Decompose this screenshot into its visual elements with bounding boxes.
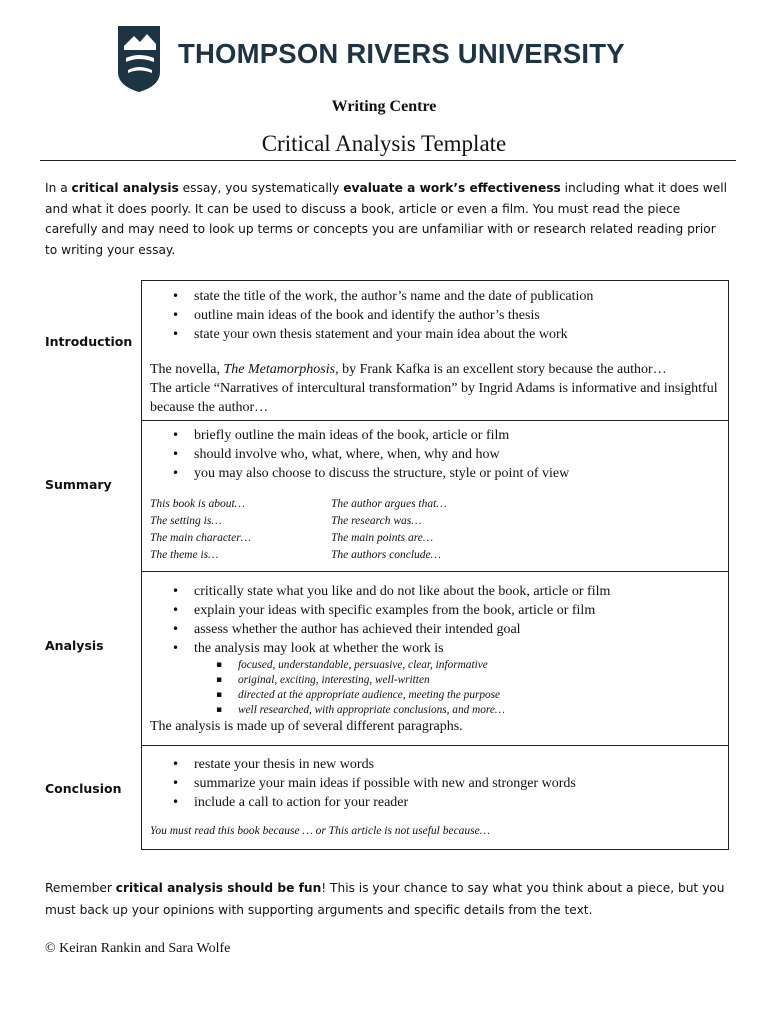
sub-list-item: ▪ focused, understandable, persuasive, clear, informative	[142, 658, 728, 673]
phrase: The authors conclude…	[331, 549, 441, 561]
introduction-example-2: The article “Narratives of intercultural transformation” by Ingrid Adams is informative and insightful because the author…	[150, 381, 718, 415]
list-item: • outline main ideas of the book and identify the author’s thesis	[142, 306, 728, 325]
phrase: The author argues that…	[331, 498, 447, 510]
list-item: • briefly outline the main ideas of the book, article or film	[142, 426, 728, 445]
phrase: This book is about…	[150, 498, 245, 510]
example-text: The novella,	[150, 362, 224, 377]
list-item: • include a call to action for your reader	[142, 793, 728, 812]
sub-list-item: ▪ well researched, with appropriate conclusions, and more…	[142, 703, 728, 718]
summary-bullets	[142, 426, 728, 483]
sub-list-item: ▪ original, exciting, interesting, well-written	[142, 673, 728, 688]
phrase: The research was…	[331, 515, 422, 527]
intro-bold-1: critical analysis	[71, 181, 179, 195]
phrase: The main points are…	[331, 532, 434, 544]
university-name: THOMPSON RIVERS UNIVERSITY	[178, 38, 625, 69]
row-label-conclusion: Conclusion	[45, 781, 122, 796]
title-divider	[40, 160, 736, 161]
sub-list-item: ▪ directed at the appropriate audience, meeting the purpose	[142, 688, 728, 703]
copyright: © Keiran Rankin and Sara Wolfe	[45, 941, 231, 956]
intro-bold-2: evaluate a work’s effectiveness	[343, 181, 561, 195]
phrases-right	[331, 496, 531, 564]
list-item: • state the title of the work, the author’s name and the date of publication	[142, 287, 728, 306]
analysis-note: The analysis is made up of several different paragraphs.	[150, 719, 463, 734]
analysis-bullets	[142, 582, 728, 658]
row-label-summary: Summary	[45, 477, 112, 492]
list-item: • critically state what you like and do not like about the book, article or film	[142, 582, 728, 601]
closing-bold: critical analysis should be fun	[115, 881, 322, 895]
intro-text-3: including what it does well and what it does poorly. It can be used to discuss a book, article or even a film. You must read the piece carefully and may need to look up terms or concepts you are unfamiliar with or research related reading prior to writing your essay.	[45, 181, 728, 258]
introduction-example-1	[142, 360, 728, 379]
conclusion-example: You must read this book because … or This article is not useful because…	[150, 825, 490, 837]
conclusion-bullets	[142, 755, 728, 812]
introduction-bullets	[142, 287, 728, 344]
cell-summary	[141, 420, 729, 572]
list-item: • should involve who, what, where, when, why and how	[142, 445, 728, 464]
cell-analysis	[141, 571, 729, 746]
example-title: The Metamorphosis,	[223, 362, 339, 377]
list-item: • assess whether the author has achieved their intended goal	[142, 620, 728, 639]
list-item: • state your own thesis statement and your main idea about the work	[142, 325, 728, 344]
phrases-left	[150, 496, 350, 564]
list-item: • restate your thesis in new words	[142, 755, 728, 774]
phrase: The setting is…	[150, 515, 222, 527]
list-item: • the analysis may look at whether the work is	[142, 639, 728, 658]
example-text: by Frank Kafka is an excellent story because the author…	[338, 362, 667, 377]
list-item: • summarize your main ideas if possible with new and stronger words	[142, 774, 728, 793]
phrase: The main character…	[150, 532, 251, 544]
cell-introduction	[141, 280, 729, 421]
cell-conclusion	[141, 745, 729, 850]
list-item: • you may also choose to discuss the structure, style or point of view	[142, 464, 728, 483]
list-item: • explain your ideas with specific examples from the book, article or film	[142, 601, 728, 620]
closing-paragraph	[45, 878, 730, 921]
phrase: The theme is…	[150, 549, 219, 561]
centre-name: Writing Centre	[331, 98, 437, 115]
closing-text-2: ! This is your chance to say what you think about a piece, but you must back up your opinions with supporting arguments and specific details from the text.	[45, 881, 725, 917]
row-label-introduction: Introduction	[45, 334, 133, 349]
university-logo	[114, 26, 164, 92]
intro-text-2: essay, you systematically	[178, 181, 344, 195]
row-label-analysis: Analysis	[45, 638, 104, 653]
intro-paragraph	[45, 178, 730, 261]
page-title: Critical Analysis Template	[261, 131, 507, 156]
header	[114, 26, 674, 94]
closing-text-1: Remember	[45, 881, 116, 895]
intro-text-1: In a	[45, 181, 72, 195]
analysis-sub-bullets	[142, 658, 728, 718]
